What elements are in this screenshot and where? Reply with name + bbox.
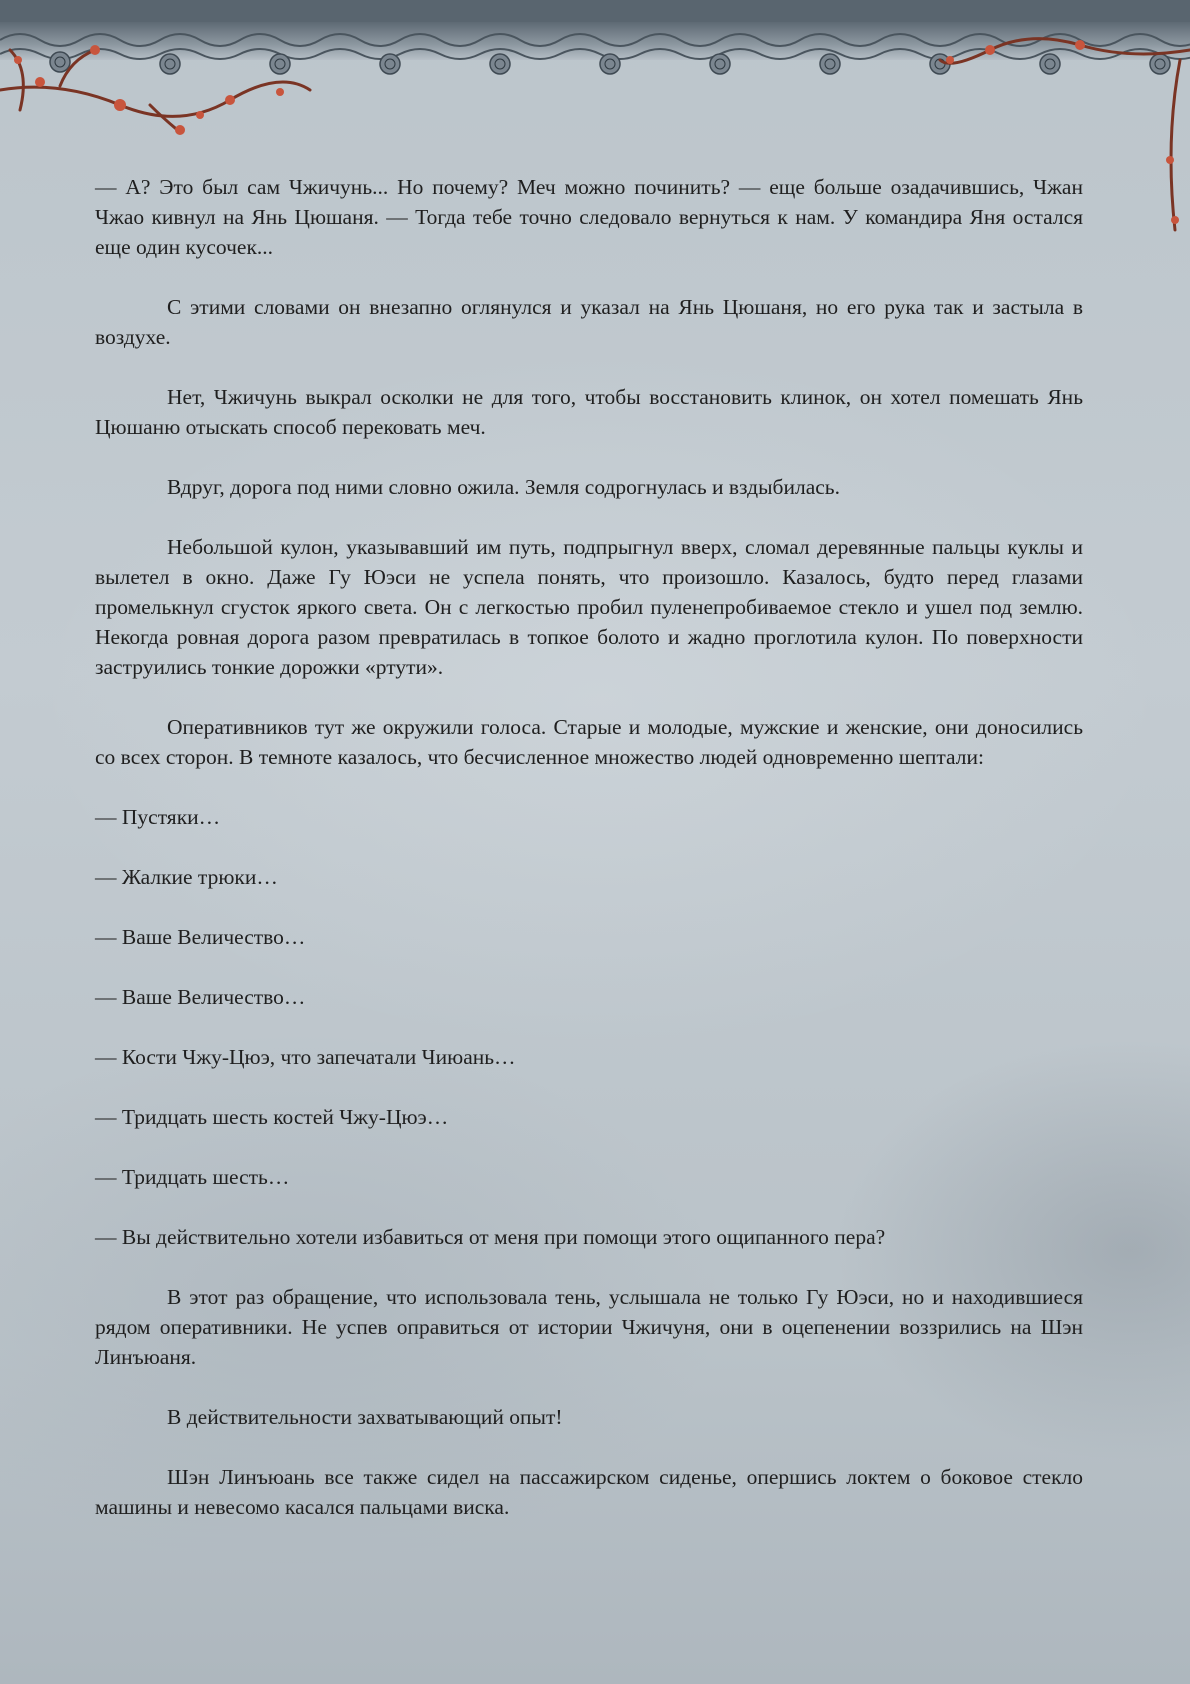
- paragraph: — А? Это был сам Чжичунь... Но почему? Меч можно починить? — еще больше озадачившись, Чжан Чжао кивнул на Янь Цюшаня. — Тогда тебе точно следовало вернуться к нам. У командира Яня остался еще один кусочек...: [95, 175, 1083, 259]
- paragraph: Оперативников тут же окружили голоса. Старые и молодые, мужские и женские, они доносились со всех сторон. В темноте казалось, что бесчисленное множество людей одновременно шептали:: [95, 715, 1083, 769]
- dialogue-line: — Ваше Величество…: [95, 985, 306, 1009]
- dialogue-line: — Пустяки…: [95, 805, 221, 829]
- dialogue-line: — Кости Чжу-Цюэ, что запечатали Чиюань…: [95, 1045, 516, 1069]
- paragraph: В действительности захватывающий опыт!: [167, 1405, 563, 1429]
- paragraph: В этот раз обращение, что использовала тень, услышала не только Гу Юэси, но и находившиеся рядом оперативники. Не успев оправиться от истории Чжичуня, они в оцепенении воззрились на Шэн Линъюаня.: [95, 1285, 1083, 1369]
- dialogue-line: — Жалкие трюки…: [95, 865, 278, 889]
- plum-branch-icon: [0, 20, 320, 140]
- dialogue-line: — Тридцать шесть…: [95, 1165, 290, 1189]
- page-body: [95, 172, 1083, 1552]
- paragraph: Нет, Чжичунь выкрал осколки не для того, чтобы восстановить клинок, он хотел помешать Янь Цюшаню отыскать способ перековать меч.: [95, 385, 1083, 439]
- paragraph: Вдруг, дорога под ними словно ожила. Земля содрогнулась и вздыбилась.: [167, 475, 840, 499]
- dialogue-line: — Ваше Величество…: [95, 925, 306, 949]
- paragraph: С этими словами он внезапно оглянулся и указал на Янь Цюшаня, но его рука так и застыла в воздухе.: [95, 295, 1083, 349]
- dialogue-line: — Вы действительно хотели избавиться от меня при помощи этого ощипанного пера?: [95, 1225, 886, 1249]
- paragraph: Шэн Линъюань все также сидел на пассажирском сиденье, опершись локтем о боковое стекло машины и невесомо касался пальцами виска.: [95, 1465, 1083, 1519]
- paragraph: Небольшой кулон, указывавший им путь, подпрыгнул вверх, сломал деревянные пальцы куклы и вылетел в окно. Даже Гу Юэси не успела понять, что произошло. Казалось, будто перед глазами промелькнул сгусток яркого света. Он с легкостью пробил пуленепробиваемое стекло и ушел под землю. Некогда ровная дорога разом превратилась в топкое болото и жадно проглотила кулон. По поверхности заструились тонкие дорожки «ртути».: [95, 535, 1083, 679]
- dialogue-line: — Тридцать шесть костей Чжу-Цюэ…: [95, 1105, 449, 1129]
